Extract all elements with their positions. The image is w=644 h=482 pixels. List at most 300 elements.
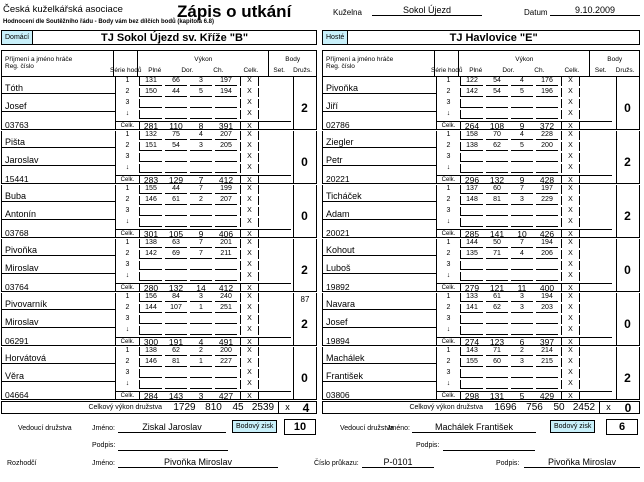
series-value: [536, 315, 558, 324]
hdr-body: Body: [285, 56, 301, 63]
player-points: 0: [624, 262, 631, 277]
series-value: 69: [165, 250, 187, 259]
player-line: [323, 93, 436, 94]
player-grid: [436, 293, 611, 346]
series-value: 122: [461, 77, 483, 86]
series-num: 1: [116, 185, 140, 194]
away-total-row: [322, 401, 640, 414]
series-num: 2: [437, 196, 461, 205]
series-value: 155: [461, 358, 483, 367]
series-row: [116, 142, 291, 151]
series-value: 1: [190, 304, 212, 313]
player-points: 2: [301, 100, 308, 115]
series-value: 146: [140, 358, 162, 367]
series-value: 7: [511, 239, 533, 248]
hdr-set: Set.: [594, 67, 607, 74]
series-value: 215: [536, 358, 558, 367]
player-firstname: Miroslav: [5, 317, 39, 327]
series-row: [116, 293, 291, 302]
series-num: 3: [437, 261, 461, 270]
away-bod-zisk: 6: [606, 419, 638, 435]
series-value: [486, 99, 508, 108]
series-value: 107: [165, 304, 187, 313]
total-value: 123: [489, 337, 505, 347]
series-value: 142: [461, 88, 483, 97]
series-value: 71: [486, 250, 508, 259]
datum-label: Datum: [524, 8, 548, 17]
series-value: [165, 261, 187, 270]
series-row: [437, 207, 612, 216]
player-reg: 06291: [5, 336, 29, 346]
player-surname: Pivoňka: [5, 245, 38, 255]
set-x: X: [240, 153, 259, 162]
series-num: 3: [116, 99, 140, 108]
celk-label: Celk.: [437, 230, 461, 238]
away-player-1: [322, 77, 640, 130]
set-x: X: [561, 176, 580, 184]
series-value: 3: [511, 293, 533, 302]
total-value: 108: [489, 121, 505, 131]
series-value: [165, 272, 187, 281]
player-points-col: [616, 185, 639, 238]
set-x: X: [240, 185, 259, 194]
away-total-plne: 1696: [494, 402, 517, 413]
series-value: [215, 218, 237, 227]
series-value: [511, 218, 533, 227]
series-row: [437, 218, 612, 227]
series-num: 3: [116, 153, 140, 162]
series-value: 61: [486, 293, 508, 302]
player-firstname: Josef: [326, 317, 348, 327]
series-value: [190, 207, 212, 216]
player-grid: [436, 77, 611, 130]
kuzelna-label: Kuželna: [333, 8, 362, 17]
series-value: 240: [215, 293, 237, 302]
player-grid: [115, 239, 290, 292]
series-row: [437, 153, 612, 162]
series-value: [190, 261, 212, 270]
series-num: ↓: [116, 110, 140, 119]
set-x: X: [240, 176, 259, 184]
home-total-celk: 2539: [251, 402, 275, 413]
series-value: [536, 369, 558, 378]
series-value: [511, 164, 533, 173]
hdr-cv: Ch.: [213, 67, 224, 74]
set-x: X: [561, 261, 580, 270]
total-value: 298: [464, 391, 480, 401]
away-table-header: [322, 50, 640, 77]
series-num: 3: [116, 369, 140, 378]
player-surname: Ticháček: [326, 191, 362, 201]
series-value: [536, 218, 558, 227]
series-value: [165, 164, 187, 173]
series-row: [116, 164, 291, 173]
set-x: X: [240, 315, 259, 324]
series-row: [437, 99, 612, 108]
series-value: [511, 272, 533, 281]
series-value: [215, 261, 237, 270]
series-value: 144: [140, 304, 162, 313]
series-value: 54: [486, 88, 508, 97]
series-value: [165, 369, 187, 378]
rozhodci-label: Rozhodčí: [7, 460, 37, 467]
series-value: [215, 110, 237, 119]
player-surname: Pivovarník: [5, 299, 48, 309]
series-num: 1: [437, 131, 461, 140]
player-line: [323, 219, 436, 220]
home-total-plne: 1729: [173, 402, 196, 413]
celk-label: Celk.: [437, 338, 461, 346]
prukaz-label: Číslo průkazu:: [314, 460, 359, 467]
player-firstname: Josef: [5, 101, 27, 111]
total-value: 191: [168, 337, 184, 347]
series-value: [140, 207, 162, 216]
hdr-body: Body: [607, 56, 623, 63]
series-row: [116, 207, 291, 216]
hdr-vykon: Výkon: [194, 56, 213, 63]
celk-label: Celk.: [116, 230, 140, 238]
player-surname: Tóth: [5, 83, 24, 93]
player-line: [2, 147, 115, 148]
set-x: X: [240, 122, 259, 130]
set-x: X: [240, 164, 259, 173]
home-total-cv: 45: [232, 402, 244, 413]
org-name: Česká kuželkářská asociace: [3, 4, 123, 15]
player-line: [323, 147, 436, 148]
player-firstname: Miroslav: [5, 263, 39, 273]
series-value: [165, 326, 187, 335]
player-points: 0: [624, 316, 631, 331]
series-row: [116, 239, 291, 248]
series-value: [461, 369, 483, 378]
series-value: 63: [165, 239, 187, 248]
series-value: [140, 272, 162, 281]
series-row: [116, 88, 291, 97]
series-value: 62: [486, 142, 508, 151]
set-x: X: [240, 347, 259, 356]
series-num: 1: [437, 293, 461, 302]
series-num: 2: [437, 142, 461, 151]
set-x: X: [240, 196, 259, 205]
series-value: 5: [190, 88, 212, 97]
home-total-pts: 4: [302, 400, 310, 415]
home-jmeno-label: Jméno:: [92, 425, 115, 432]
series-value: [486, 110, 508, 119]
series-value: [486, 369, 508, 378]
total-row: [437, 229, 612, 238]
series-value: [165, 110, 187, 119]
series-value: 2: [190, 347, 212, 356]
player-points-col: [616, 77, 639, 130]
total-value: 280: [143, 283, 159, 293]
series-value: 197: [536, 185, 558, 194]
player-surname: Machálek: [326, 353, 365, 363]
set-x: X: [561, 153, 580, 162]
total-value: 281: [143, 121, 159, 131]
player-line: [323, 165, 436, 166]
total-value: 9: [519, 175, 525, 185]
set-x: X: [561, 338, 580, 346]
series-value: [215, 153, 237, 162]
player-line: [323, 111, 436, 112]
home-player-6: [1, 347, 317, 400]
player-grid: [115, 347, 290, 400]
series-num: ↓: [437, 110, 461, 119]
set-x: X: [561, 218, 580, 227]
series-value: [486, 164, 508, 173]
series-value: [536, 272, 558, 281]
series-value: 196: [536, 88, 558, 97]
series-value: 146: [140, 196, 162, 205]
series-num: 3: [437, 315, 461, 324]
player-surname: Navara: [326, 299, 356, 309]
series-value: 7: [190, 250, 212, 259]
series-value: 44: [165, 88, 187, 97]
series-value: 200: [215, 347, 237, 356]
player-grid: [436, 185, 611, 238]
home-label: Domácí: [2, 31, 33, 44]
series-num: 1: [116, 77, 140, 86]
series-row: [116, 131, 291, 140]
series-num: ↓: [437, 326, 461, 335]
set-x: X: [561, 164, 580, 173]
player-surname: Horvátová: [5, 353, 47, 363]
set-x: X: [561, 392, 580, 400]
total-value: 131: [489, 391, 505, 401]
series-value: [165, 153, 187, 162]
player-reg: 03764: [5, 282, 29, 292]
total-value: 412: [218, 283, 234, 293]
series-value: 5: [511, 88, 533, 97]
series-num: 1: [116, 293, 140, 302]
player-points-col: [293, 293, 316, 346]
total-value: 283: [143, 175, 159, 185]
series-value: 81: [165, 358, 187, 367]
player-line: [2, 111, 115, 112]
series-value: 150: [140, 88, 162, 97]
total-value: 372: [539, 121, 555, 131]
away-label: Hosté: [323, 31, 348, 44]
hdr-plne: Plné: [469, 67, 483, 74]
total-value: 397: [539, 337, 555, 347]
series-value: 133: [461, 293, 483, 302]
player-reg: 15441: [5, 174, 29, 184]
away-podpis-label: Podpis:: [416, 442, 440, 449]
set-x: X: [240, 99, 259, 108]
set-x: X: [561, 369, 580, 378]
series-value: [536, 261, 558, 270]
series-value: 4: [511, 250, 533, 259]
player-line: [2, 165, 115, 166]
series-value: [140, 164, 162, 173]
total-value: 110: [169, 121, 183, 131]
hdr-celk: Celk.: [564, 67, 580, 74]
celk-label: Celk.: [116, 392, 140, 400]
series-value: 214: [536, 347, 558, 356]
player-points: 0: [624, 100, 631, 115]
home-bod-zisk: 10: [284, 419, 316, 435]
series-value: [140, 315, 162, 324]
series-value: 143: [461, 347, 483, 356]
series-value: 142: [140, 250, 162, 259]
series-value: 211: [215, 250, 237, 259]
series-value: 228: [536, 131, 558, 140]
series-value: [536, 110, 558, 119]
series-value: [461, 326, 483, 335]
series-row: [437, 272, 612, 281]
set-x: X: [240, 304, 259, 313]
series-value: 60: [486, 358, 508, 367]
series-value: 4: [511, 77, 533, 86]
series-value: [215, 380, 237, 389]
player-firstname: František: [326, 371, 364, 381]
total-value: 3: [198, 391, 204, 401]
celk-label: Celk.: [437, 392, 461, 400]
series-value: [461, 164, 483, 173]
series-value: 135: [461, 250, 483, 259]
series-value: 137: [461, 185, 483, 194]
player-surname: Kohout: [326, 245, 355, 255]
player-firstname: Luboš: [326, 263, 351, 273]
series-num: 3: [437, 369, 461, 378]
set-x: X: [240, 218, 259, 227]
home-table-header: [1, 50, 317, 77]
player-reg: 03806: [326, 390, 350, 400]
away-team-name: TJ Havlovice "E": [449, 31, 538, 44]
total-row: [437, 283, 612, 292]
page-title: Zápis o utkání: [177, 2, 292, 21]
series-row: [437, 315, 612, 324]
series-num: 3: [116, 315, 140, 324]
player-points-col: [293, 185, 316, 238]
player-line: [2, 381, 115, 382]
series-value: [536, 153, 558, 162]
rozhodci-podpis: Pivoňka Miroslav: [524, 457, 640, 468]
player-points: 2: [624, 208, 631, 223]
player-grid: [436, 131, 611, 184]
player-reg: 20221: [326, 174, 350, 184]
home-player-5: [1, 293, 317, 346]
player-grid: [115, 185, 290, 238]
series-num: 3: [116, 207, 140, 216]
series-value: [215, 326, 237, 335]
series-value: [461, 380, 483, 389]
home-podpis-label: Podpis:: [92, 442, 116, 449]
series-value: [461, 272, 483, 281]
series-value: [190, 369, 212, 378]
home-podpis-line: [118, 450, 228, 451]
series-value: [486, 153, 508, 162]
series-value: [511, 380, 533, 389]
series-num: ↓: [437, 218, 461, 227]
series-num: 1: [437, 77, 461, 86]
series-value: [215, 99, 237, 108]
total-value: 284: [143, 391, 159, 401]
player-firstname: Adam: [326, 209, 350, 219]
series-value: 2: [511, 347, 533, 356]
series-row: [116, 315, 291, 324]
series-num: ↓: [116, 272, 140, 281]
total-value: 11: [517, 283, 527, 293]
set-x: X: [561, 250, 580, 259]
player-reg: 03768: [5, 228, 29, 238]
rozhodci-jmeno-label: Jméno:: [92, 460, 115, 467]
series-value: 54: [165, 142, 187, 151]
series-value: 200: [536, 142, 558, 151]
series-row: [437, 196, 612, 205]
series-row: [116, 272, 291, 281]
total-value: 9: [519, 121, 525, 131]
series-num: 3: [437, 207, 461, 216]
series-num: 2: [437, 304, 461, 313]
player-grid: [436, 347, 611, 400]
total-value: 141: [489, 229, 505, 239]
home-vedouci-label: Vedoucí družstva: [18, 425, 72, 432]
total-value: 132: [489, 175, 505, 185]
series-value: 7: [190, 239, 212, 248]
player-reg: 04664: [5, 390, 29, 400]
set-x: X: [561, 239, 580, 248]
away-player-5: [322, 293, 640, 346]
series-value: 138: [461, 142, 483, 151]
total-value: 300: [143, 337, 159, 347]
total-value: 14: [196, 283, 206, 293]
set-x: X: [561, 315, 580, 324]
player-line: [2, 273, 115, 274]
home-total-dor: 810: [205, 402, 222, 413]
series-row: [437, 131, 612, 140]
series-value: [140, 380, 162, 389]
set-x: X: [240, 88, 259, 97]
series-value: 66: [165, 77, 187, 86]
player-firstname: Petr: [326, 155, 343, 165]
series-value: 3: [190, 77, 212, 86]
series-value: 206: [536, 250, 558, 259]
total-row: [116, 391, 291, 400]
player-points-col: [293, 77, 316, 130]
series-value: [461, 207, 483, 216]
series-value: 207: [215, 131, 237, 140]
set-x: X: [240, 261, 259, 270]
series-value: [511, 261, 533, 270]
total-value: 7: [198, 175, 204, 185]
hdr-reg: Reg. číslo: [5, 62, 34, 70]
player-reg: 19894: [326, 336, 350, 346]
kuzelna-value: Sokol Újezd: [372, 5, 482, 16]
series-value: [140, 153, 162, 162]
total-value: 412: [218, 175, 234, 185]
series-value: [486, 261, 508, 270]
home-total-x: x: [278, 402, 296, 413]
series-value: [461, 261, 483, 270]
series-value: 158: [461, 131, 483, 140]
series-row: [437, 239, 612, 248]
total-value: 132: [168, 283, 184, 293]
series-row: [116, 326, 291, 335]
set-x: X: [561, 185, 580, 194]
series-num: ↓: [116, 164, 140, 173]
away-total-pts: 0: [624, 400, 632, 415]
series-value: [190, 315, 212, 324]
series-value: 203: [536, 304, 558, 313]
total-row: [116, 121, 291, 130]
series-value: 3: [511, 304, 533, 313]
rozhodci-name: Pivoňka Miroslav: [118, 457, 278, 468]
player-line: [323, 255, 436, 256]
set-x: X: [561, 358, 580, 367]
series-num: 3: [116, 261, 140, 270]
series-value: 4: [511, 131, 533, 140]
